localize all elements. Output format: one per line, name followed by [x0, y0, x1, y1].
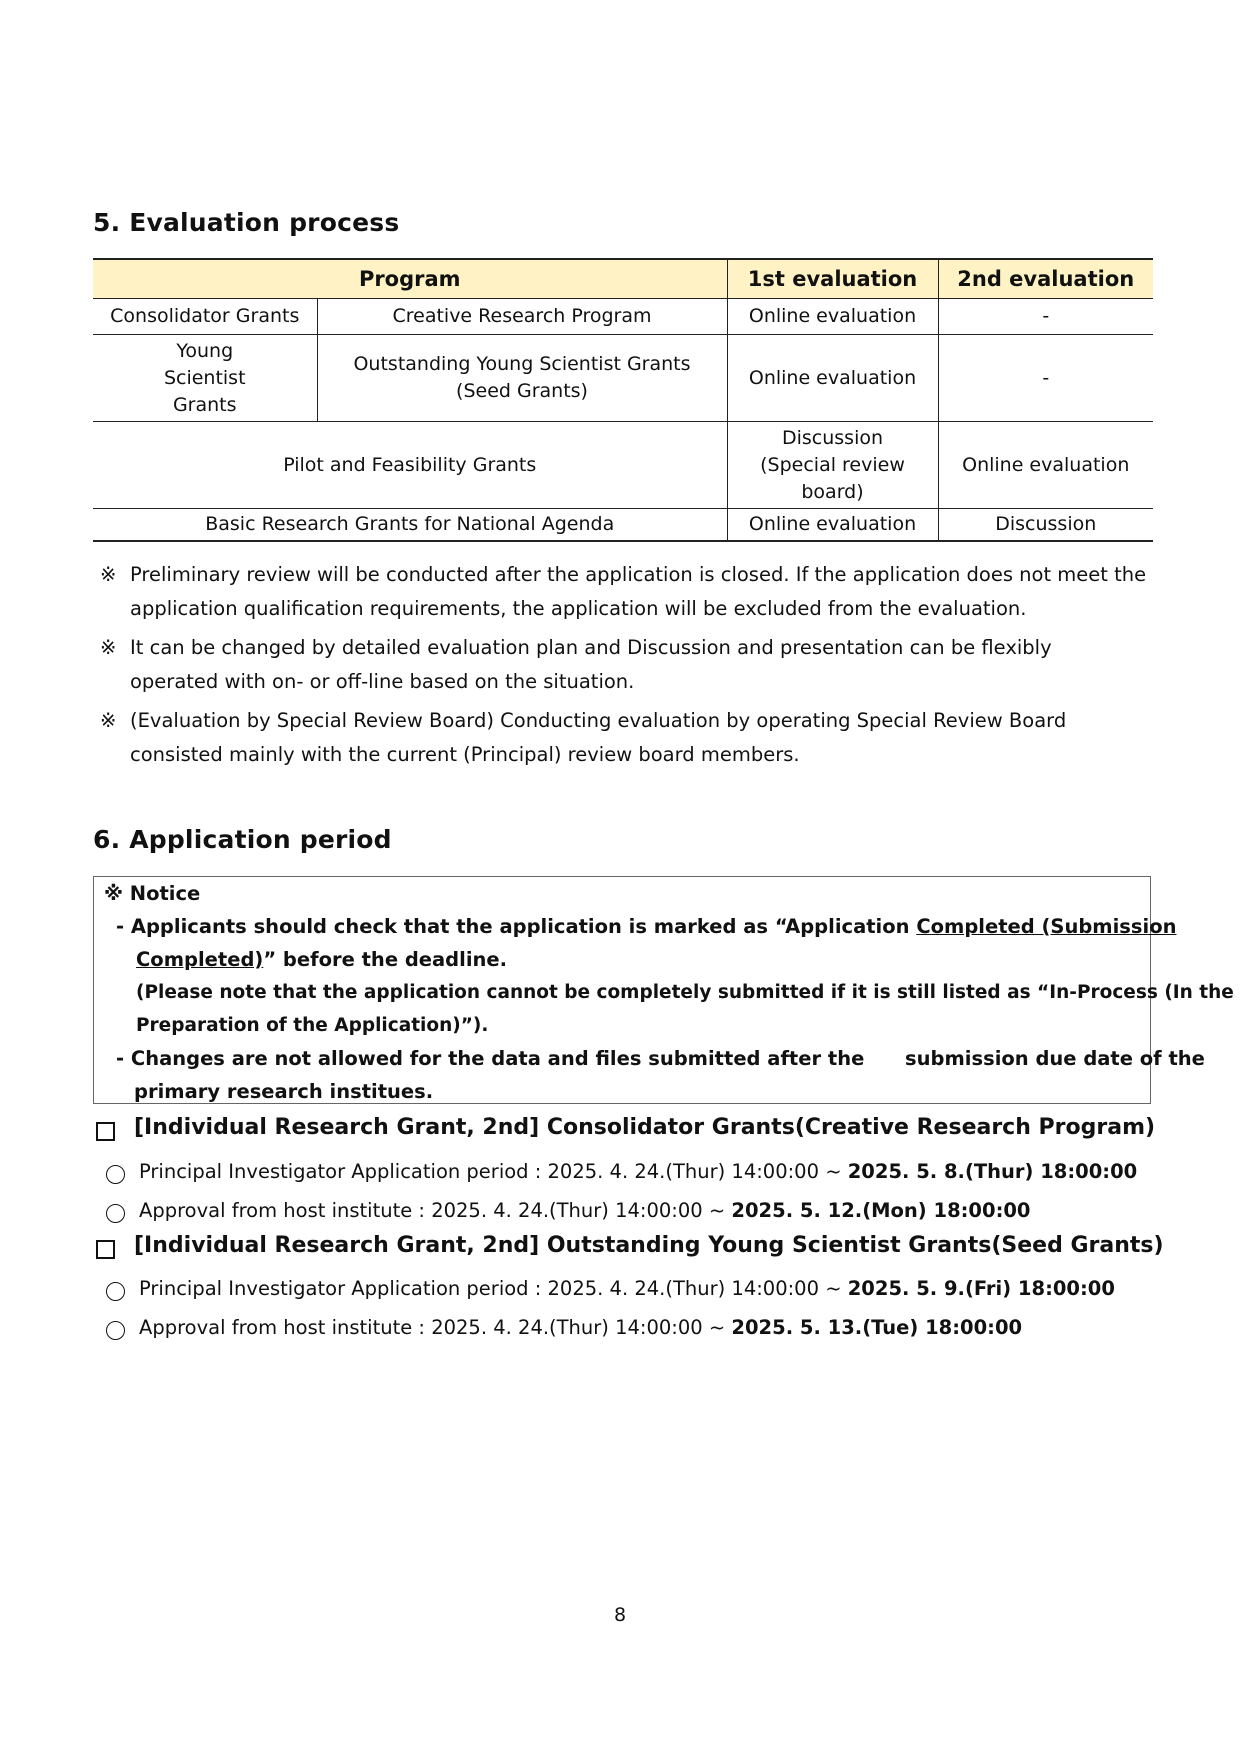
cell-program: Outstanding Young Scientist Grants (Seed Grants): [317, 335, 727, 422]
circle-bullet-icon: [106, 1165, 125, 1184]
header-second-evaluation: 2nd evaluation: [938, 259, 1153, 299]
note-item: [100, 558, 1160, 626]
section-5-title: 5. Evaluation process: [93, 208, 400, 237]
note-text: consisted mainly with the current (Principal) review board members.: [130, 743, 800, 766]
period-deadline: 2025. 5. 12.(Mon) 18:00:00: [731, 1199, 1031, 1222]
note-text: (Evaluation by Special Review Board) Conducting evaluation by operating Special Review Board: [130, 709, 1067, 732]
note-item: [100, 704, 1160, 772]
cell-second: -: [938, 335, 1153, 422]
cell-first: Online evaluation: [727, 509, 938, 541]
period-label: Approval from host institute : 2025. 4. 24.(Thur) 14:00:00 ~: [139, 1199, 732, 1222]
table-row: [93, 509, 1153, 541]
cell-program: Basic Research Grants for National Agenda: [93, 509, 727, 541]
table-row: [93, 299, 1153, 335]
notice-line: [116, 910, 1176, 944]
notice-underlined-text: Completed (Submission: [916, 915, 1177, 938]
notice-box: [93, 876, 1234, 1104]
circle-bullet-icon: [106, 1204, 125, 1223]
notice-text: ” before the deadline.: [263, 948, 508, 971]
notice-underlined-text: Completed): [136, 948, 264, 971]
circle-bullet-icon: [106, 1282, 125, 1301]
application-period: [139, 1316, 1022, 1339]
header-program: Program: [93, 259, 727, 299]
table-row: [93, 422, 1153, 509]
table-row: [93, 335, 1153, 422]
cell-second: Online evaluation: [938, 422, 1153, 509]
checkbox-icon: [96, 1122, 115, 1141]
note-text: operated with on- or off-line based on the situation.: [130, 670, 635, 693]
reference-mark: ※: [100, 709, 117, 732]
period-label: Principal Investigator Application period : 2025. 4. 24.(Thur) 14:00:00 ~: [139, 1277, 848, 1300]
notice-text: - Applicants should check that the application is marked as “Application: [116, 915, 917, 938]
note-text: It can be changed by detailed evaluation plan and Discussion and presentation can be flexibly: [130, 636, 1052, 659]
cell-group: Young Scientist Grants: [93, 335, 317, 422]
cell-program: Creative Research Program: [317, 299, 727, 335]
notice-line: [136, 943, 507, 977]
grant-title: [Individual Research Grant, 2nd] Outstanding Young Scientist Grants(Seed Grants): [134, 1233, 1164, 1258]
note-text: application qualification requirements, the application will be excluded from the evaluation.: [130, 597, 1027, 620]
application-period: [139, 1160, 1137, 1183]
note-text: Preliminary review will be conducted after the application is closed. If the application does not meet the: [130, 563, 1147, 586]
cell-first: Online evaluation: [727, 335, 938, 422]
notice-line: primary research institues.: [134, 1080, 434, 1103]
header-first-evaluation: 1st evaluation: [727, 259, 938, 299]
notice-line: - Changes are not allowed for the data and files submitted after the submission due date of the: [116, 1047, 1205, 1070]
cell-program: Pilot and Feasibility Grants: [93, 422, 727, 509]
notice-line: Preparation of the Application)”).: [136, 1015, 489, 1036]
table-header-row: [93, 259, 1153, 299]
page-number: 8: [613, 1604, 627, 1626]
period-label: Approval from host institute : 2025. 4. 24.(Thur) 14:00:00 ~: [139, 1316, 732, 1339]
evaluation-table: [93, 258, 1153, 542]
period-deadline: 2025. 5. 13.(Tue) 18:00:00: [731, 1316, 1023, 1339]
notice-line: (Please note that the application cannot be completely submitted if it is still listed as “In-Process (In the: [136, 982, 1234, 1003]
checkbox-icon: [96, 1240, 115, 1259]
cell-second: Discussion: [938, 509, 1153, 541]
cell-second: -: [938, 299, 1153, 335]
period-deadline: 2025. 5. 8.(Thur) 18:00:00: [847, 1160, 1138, 1183]
period-deadline: 2025. 5. 9.(Fri) 18:00:00: [847, 1277, 1115, 1300]
period-label: Principal Investigator Application period : 2025. 4. 24.(Thur) 14:00:00 ~: [139, 1160, 848, 1183]
reference-mark: ※: [100, 636, 117, 659]
circle-bullet-icon: [106, 1321, 125, 1340]
grant-title: [Individual Research Grant, 2nd] Consolidator Grants(Creative Research Program): [134, 1115, 1156, 1140]
cell-first: Discussion (Special review board): [727, 422, 938, 509]
note-item: [100, 631, 1160, 699]
notice-heading: ※ Notice: [104, 882, 201, 905]
cell-first: Online evaluation: [727, 299, 938, 335]
application-period: [139, 1277, 1115, 1300]
application-period: [139, 1199, 1031, 1222]
cell-group: Consolidator Grants: [93, 299, 317, 335]
reference-mark: ※: [100, 563, 117, 586]
section-6-title: 6. Application period: [93, 825, 392, 854]
